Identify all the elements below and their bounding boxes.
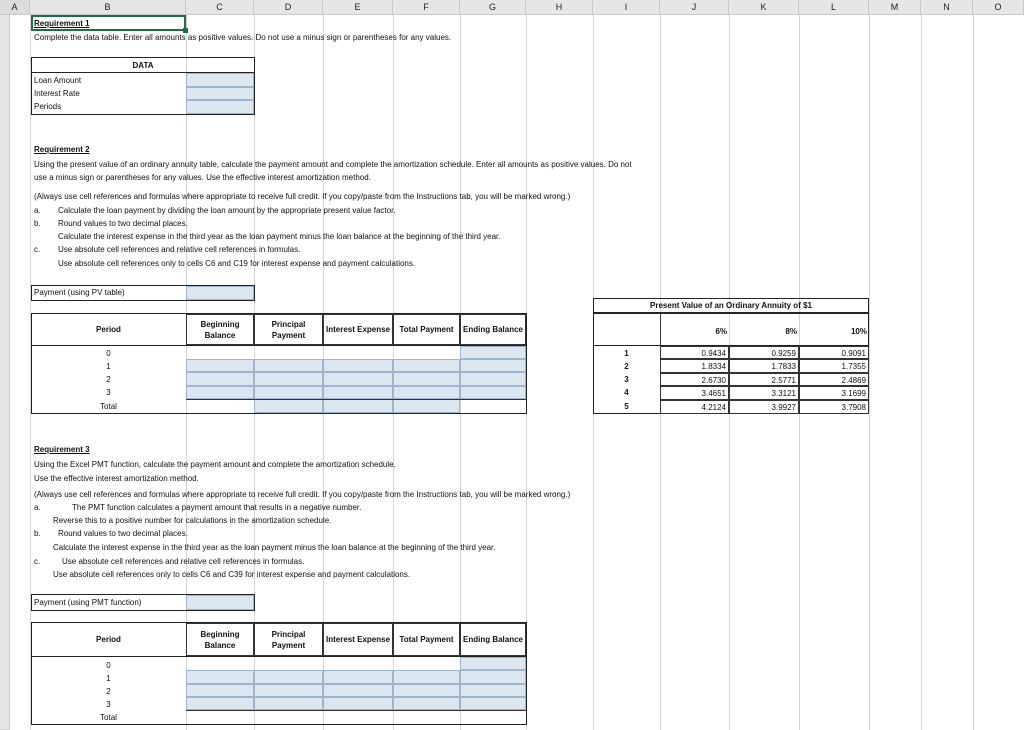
req3-line-2: Use the effective interest amortization method. (34, 474, 199, 483)
pv-total-total[interactable] (393, 399, 460, 413)
pmt-total-1[interactable] (393, 670, 460, 684)
req2-item-c: Use absolute cell references and relative cell references in formulas. (58, 245, 301, 254)
pv-total-2[interactable] (393, 372, 460, 386)
pmt-header-ending: Ending Balance (460, 623, 526, 656)
pv-value: 2.4869 (799, 373, 869, 386)
pv-payment-input[interactable] (186, 286, 254, 300)
col-header-o[interactable]: O (973, 0, 1024, 15)
pmt-period-3: 3 (106, 700, 111, 709)
divider (186, 710, 527, 711)
req2-item-c-label: c. (34, 245, 41, 254)
pv-rate-8: 8% (785, 327, 797, 336)
pmt-beginning-1[interactable] (186, 670, 254, 684)
pmt-ending-0[interactable] (460, 657, 526, 670)
req2-line-2: use a minus sign or parentheses for any values. Use the effective interest amortization method. (34, 173, 371, 182)
pv-value: 0.9259 (729, 346, 799, 359)
pv-interest-2[interactable] (323, 372, 393, 386)
req3-item-b: Round values to two decimal places. (58, 529, 188, 538)
pmt-interest-3[interactable] (323, 697, 393, 710)
pv-ending-3[interactable] (460, 386, 526, 399)
pv-principal-2[interactable] (254, 372, 323, 386)
loan-amount-label: Loan Amount (34, 76, 82, 85)
periods-label: Periods (34, 102, 62, 111)
select-all-corner[interactable]: A (0, 0, 30, 15)
pv-period-total: Total (100, 402, 117, 411)
col-header-f[interactable]: F (393, 0, 460, 15)
col-header-c[interactable]: C (186, 0, 254, 15)
col-header-i[interactable]: I (593, 0, 660, 15)
pv-value: 1.7355 (799, 359, 869, 373)
pv-header-ending: Ending Balance (460, 314, 526, 345)
pmt-ending-1[interactable] (460, 670, 526, 684)
req3-item-a2: Reverse this to a positive number for calculations in the amortization schedule. (53, 516, 332, 525)
pv-value: 2.5771 (729, 373, 799, 386)
pmt-principal-1[interactable] (254, 670, 323, 684)
req1-title: Requirement 1 (34, 19, 90, 28)
pv-header-principal: Principal Payment (254, 314, 323, 345)
req2-item-c2: Use absolute cell references only to cells C6 and C19 for interest expense and payment calculations. (58, 259, 416, 268)
pv-beginning-3[interactable] (186, 386, 254, 399)
col-header-g[interactable]: G (460, 0, 526, 15)
pv-value: 3.7908 (799, 400, 869, 414)
pv-value: 1.7833 (729, 359, 799, 373)
pv-principal-1[interactable] (254, 359, 323, 372)
pv-period-3: 3 (106, 388, 111, 397)
pv-value: 3.1699 (799, 386, 869, 400)
pv-beginning-1[interactable] (186, 359, 254, 372)
pmt-payment-input[interactable] (186, 595, 254, 610)
pv-ending-0[interactable] (460, 346, 526, 359)
req3-title: Requirement 3 (34, 445, 90, 454)
col-header-m[interactable]: M (869, 0, 921, 15)
pv-principal-3[interactable] (254, 386, 323, 399)
pmt-principal-3[interactable] (254, 697, 323, 710)
col-header-d[interactable]: D (254, 0, 323, 15)
pv-rate-10: 10% (850, 327, 867, 336)
pv-value: 0.9434 (660, 346, 729, 359)
pv-period-2: 2 (106, 375, 111, 384)
pv-table-title: Present Value of an Ordinary Annuity of $1 (650, 301, 812, 310)
pmt-header-beginning: Beginning Balance (186, 623, 254, 656)
pv-table-period: 2 (624, 362, 629, 371)
req3-line-1: Using the Excel PMT function, calculate the payment amount and complete the amortization schedule. (34, 460, 396, 469)
pv-interest-total[interactable] (323, 399, 393, 413)
pmt-ending-2[interactable] (460, 684, 526, 697)
pmt-total-3[interactable] (393, 697, 460, 710)
pmt-payment-label: Payment (using PMT function) (34, 598, 142, 607)
loan-amount-input[interactable] (186, 73, 254, 87)
pv-value: 3.4651 (660, 386, 729, 400)
pv-header-interest: Interest Expense (323, 314, 393, 345)
pmt-total-2[interactable] (393, 684, 460, 697)
col-header-j[interactable]: J (660, 0, 729, 15)
req2-title: Requirement 2 (34, 145, 90, 154)
interest-rate-input[interactable] (186, 87, 254, 100)
pmt-beginning-3[interactable] (186, 697, 254, 710)
pv-period-1: 1 (106, 362, 111, 371)
pv-table-period: 4 (624, 388, 629, 397)
req2-item-b: Round values to two decimal places. (58, 219, 188, 228)
req3-item-a: The PMT function calculates a payment amount that results in a negative number. (72, 503, 362, 512)
pv-payment-label: Payment (using PV table) (34, 288, 125, 297)
col-header-h[interactable]: H (526, 0, 593, 15)
pv-value: 3.9927 (729, 400, 799, 414)
data-table-header: DATA (132, 61, 154, 70)
req3-line-3: (Always use cell references and formulas where appropriate to receive full credit. If you copy/paste from the Instructions tab, you will be marked wrong.) (34, 490, 571, 499)
pv-value: 2.6730 (660, 373, 729, 386)
req2-line-3: (Always use cell references and formulas where appropriate to receive full credit. If you copy/paste from the Instructions tab, you will be marked wrong.) (34, 192, 571, 201)
pmt-header-total: Total Payment (393, 623, 460, 656)
pv-header-total: Total Payment (393, 314, 460, 345)
divider (31, 345, 527, 346)
pv-total-1[interactable] (393, 359, 460, 372)
pv-value: 4.2124 (660, 400, 729, 414)
pmt-beginning-2[interactable] (186, 684, 254, 697)
pv-header-period: Period (96, 325, 121, 334)
req3-item-c: Use absolute cell references and relative cell references in formulas. (62, 557, 305, 566)
pmt-principal-2[interactable] (254, 684, 323, 697)
periods-input[interactable] (186, 100, 254, 114)
pv-value: 3.3121 (729, 386, 799, 400)
req3-item-c-label: c. (34, 557, 41, 566)
pv-total-3[interactable] (393, 386, 460, 399)
pmt-header-period: Period (96, 635, 121, 644)
gridline (973, 15, 974, 730)
gridline (869, 15, 870, 730)
pmt-period-1: 1 (106, 674, 111, 683)
req2-item-a: Calculate the loan payment by dividing the loan amount by the appropriate present value factor. (58, 206, 396, 215)
pv-ending-2[interactable] (460, 372, 526, 386)
col-header-n[interactable]: N (921, 0, 973, 15)
pmt-interest-2[interactable] (323, 684, 393, 697)
pv-table-period: 1 (624, 349, 629, 358)
pv-interest-3[interactable] (323, 386, 393, 399)
pmt-period-total: Total (100, 713, 117, 722)
req3-item-c2: Use absolute cell references only to cells C6 and C39 for interest expense and payment calculations. (53, 570, 411, 579)
pv-value: 0.9091 (799, 346, 869, 359)
req3-item-b2: Calculate the interest expense in the third year as the loan payment minus the loan balance at the beginning of the third year. (53, 543, 496, 552)
pv-rate-6: 6% (715, 327, 727, 336)
pmt-header-principal: Principal Payment (254, 623, 323, 656)
col-header-e[interactable]: E (323, 0, 393, 15)
interest-rate-label: Interest Rate (34, 89, 80, 98)
pv-table-period: 3 (624, 375, 629, 384)
pmt-interest-1[interactable] (323, 670, 393, 684)
req2-item-b2: Calculate the interest expense in the third year as the loan payment minus the loan balance at the beginning of the third year. (58, 232, 501, 241)
pv-header-beginning: Beginning Balance (186, 314, 254, 345)
pv-period-0: 0 (106, 349, 111, 358)
pv-ending-1[interactable] (460, 359, 526, 372)
pmt-ending-3[interactable] (460, 697, 526, 710)
gridline (921, 15, 922, 730)
pmt-period-0: 0 (106, 661, 111, 670)
req3-item-b-label: b. (34, 529, 41, 538)
pv-table-period: 5 (624, 402, 629, 411)
pv-principal-total[interactable] (254, 399, 323, 413)
pmt-header-interest: Interest Expense (323, 623, 393, 656)
pv-value: 1.8334 (660, 359, 729, 373)
col-header-l[interactable]: L (799, 0, 869, 15)
req3-item-a-label: a. (34, 503, 41, 512)
pv-interest-1[interactable] (323, 359, 393, 372)
req2-item-b-label: b. (34, 219, 41, 228)
req2-item-a-label: a. (34, 206, 41, 215)
divider (31, 656, 527, 657)
pmt-period-2: 2 (106, 687, 111, 696)
req2-line-1: Using the present value of an ordinary annuity table, calculate the payment amount and complete the amortization schedule. Enter all amounts as positive values. Do not (34, 160, 632, 169)
pv-beginning-2[interactable] (186, 372, 254, 386)
req1-instruction: Complete the data table. Enter all amounts as positive values. Do not use a minus sign or parentheses for any values. (34, 33, 452, 42)
divider (186, 399, 527, 400)
col-header-k[interactable]: K (729, 0, 799, 15)
col-header-b[interactable]: B (30, 0, 186, 15)
row-header-strip[interactable] (0, 15, 10, 730)
